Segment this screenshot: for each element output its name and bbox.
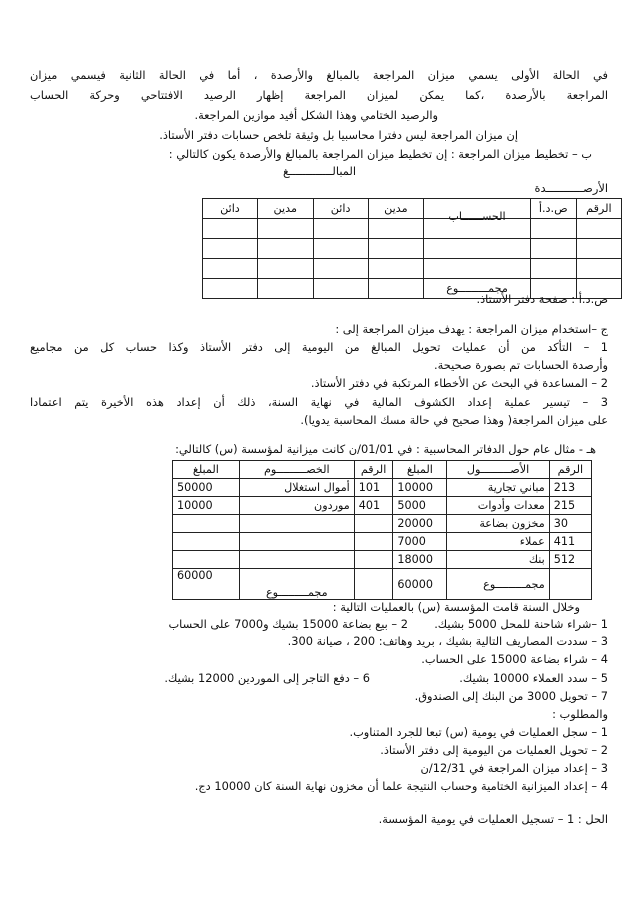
liab-name: أموال استغلال	[239, 479, 354, 497]
col-debit2-header: مدين	[257, 199, 313, 219]
paragraph-line: والرصيد الختامي وهذا الشكل أفيد موازين المراجعة.	[194, 108, 438, 122]
balances-header: الأرصـــــــــــدة	[534, 181, 608, 195]
footnote: ص.د.أ : صفحة دفتر الأستاذ.	[476, 292, 608, 306]
opening-balance-sheet-table	[172, 460, 592, 600]
required-item: 2 – تحويل العمليات من اليومية إلى دفتر الأستاذ.	[380, 743, 608, 757]
col-credit2-header: دائن	[203, 199, 258, 219]
liab-number-header: الرقم	[354, 461, 393, 479]
paragraph-line: في الحالة الأولى يسمي ميزان المراجعة بالمبالغ والأرصدة ، أما في الحالة الثانية فيسمي ميزان	[30, 68, 608, 82]
liab-amount-header: المبلغ	[173, 461, 240, 479]
paragraph-line: 1 – التأكد من أن عمليات تحويل المبالغ من اليومية إلى دفتر الأستاذ وكذا حساب كل من مجاميع	[30, 340, 608, 354]
asset-name: مخزون بضاعة	[447, 515, 549, 533]
asset-name: معدات وأدوات	[447, 497, 549, 515]
asset-name: عملاء	[447, 533, 549, 551]
operation-item: 2 – بيع بضاعة 15000 بشيك و7000 على الحساب	[168, 617, 408, 631]
asset-amount: 5000	[393, 497, 447, 515]
amounts-header: المبالـــــــــــــغ	[282, 164, 356, 178]
col-debit1-header: مدين	[368, 199, 424, 219]
paragraph-line: 3 – تيسير عملية إعداد الكشوف المالية في نهاية السنة، ذلك أن إعداد هذه الأخيرة يتم اعتمادا	[30, 395, 608, 409]
asset-name: بنك	[447, 551, 549, 569]
required-item: 3 – إعداد ميزان المراجعة في 12/31/ن	[420, 761, 608, 775]
table-row	[173, 533, 592, 551]
asset-name: مباني تجارية	[447, 479, 549, 497]
assets-amount-header: المبلغ	[393, 461, 447, 479]
liab-name: موردون	[239, 497, 354, 515]
asset-number: 512	[549, 551, 591, 569]
required-item: 1 – سجل العمليات في يومية (س) تبعا للجرد المتناوب.	[349, 725, 608, 739]
paragraph-line: على ميزان المراجعة( وهذا صحيح في حالة مسك المحاسبة يدويا).	[300, 413, 608, 427]
operations-intro: وخلال السنة قامت المؤسسة (س) بالعمليات التالية :	[332, 600, 580, 614]
operation-item: 5 – سدد العملاء 10000 بشيك.	[459, 671, 608, 685]
liab-total-label: مجمـــــــــوع	[239, 569, 354, 600]
paragraph-line: وأرصدة الحسابات تم بصورة صحيحة.	[434, 358, 608, 372]
section-b-title: ب – تخطيط ميزان المراجعة : إن تخطيط ميزان المراجعة بالمبالغ والأرصدة يكون كالتالي :	[168, 147, 592, 161]
operation-item: 3 – سددت المصاريف التالية بشيك ، بريد وهاتف: 200 ، صيانة 300.	[287, 634, 608, 648]
required-title: والمطلوب :	[552, 707, 608, 721]
total-label: مجمـــــــــوع	[424, 279, 530, 299]
assets-name-header: الأصـــــــــول	[447, 461, 549, 479]
col-credit1-header: دائن	[313, 199, 368, 219]
paragraph-line: المراجعة بالأرصدة ،كما يمكن لميزان المراجعة إظهار الرصيد الافتتاحي وحركة الحساب	[30, 88, 608, 102]
col-account-header: الحســــــاب	[424, 199, 530, 219]
liab-number: 401	[354, 497, 393, 515]
asset-amount: 7000	[393, 533, 447, 551]
liab-amount: 50000	[173, 479, 240, 497]
table-row	[173, 479, 592, 497]
operation-item: 7 – تحويل 3000 من البنك إلى الصندوق.	[414, 689, 608, 703]
totals-row	[173, 569, 592, 600]
liab-number: 101	[354, 479, 393, 497]
asset-number: 30	[549, 515, 591, 533]
liab-amount: 10000	[173, 497, 240, 515]
trial-balance-template-table	[202, 198, 622, 299]
assets-total-label: مجمـــــــــوع	[447, 569, 549, 600]
asset-number: 411	[549, 533, 591, 551]
col-number-header: الرقم	[576, 199, 621, 219]
required-item: 4 – إعداد الميزانية الختامية وحساب النتيجة علما أن مخزون نهاية السنة كان 10000 دج.	[194, 779, 608, 793]
paragraph-line: إن ميزان المراجعة ليس دفترا محاسبيا بل وثيقة تلخص حسابات دفتر الأستاذ.	[159, 128, 518, 142]
asset-amount: 10000	[393, 479, 447, 497]
operation-item: 1 –شراء شاحنة للمحل 5000 بشيك.	[434, 617, 608, 631]
asset-number: 213	[549, 479, 591, 497]
operation-item: 6 – دفع التاجر إلى الموردين 12000 بشيك.	[164, 671, 370, 685]
paragraph-line: 2 – المساعدة في البحث عن الأخطاء المرتكبة في دفتر الأستاذ.	[310, 376, 608, 390]
liab-total: 60000	[173, 569, 240, 600]
asset-amount: 20000	[393, 515, 447, 533]
assets-number-header: الرقم	[549, 461, 591, 479]
table-row	[173, 515, 592, 533]
liab-name-header: الخصـــــــــوم	[239, 461, 354, 479]
table-row	[173, 497, 592, 515]
operation-item: 4 – شراء بضاعة 15000 على الحساب.	[421, 652, 608, 666]
asset-number: 215	[549, 497, 591, 515]
solution-line: الحل : 1 – تسجيل العمليات في يومية المؤسسة.	[378, 812, 608, 826]
assets-total: 60000	[393, 569, 447, 600]
asset-amount: 18000	[393, 551, 447, 569]
table-row	[173, 551, 592, 569]
section-d-title: هـ - مثال عام حول الدفاتر المحاسبية : في 01/01/ن كانت ميزانية لمؤسسة (س) كالتالي:	[175, 442, 596, 456]
section-c-title: ج –استخدام ميزان المراجعة : يهدف ميزان المراجعة إلى :	[335, 322, 608, 336]
col-ref-header: ص.د.أ	[530, 199, 576, 219]
